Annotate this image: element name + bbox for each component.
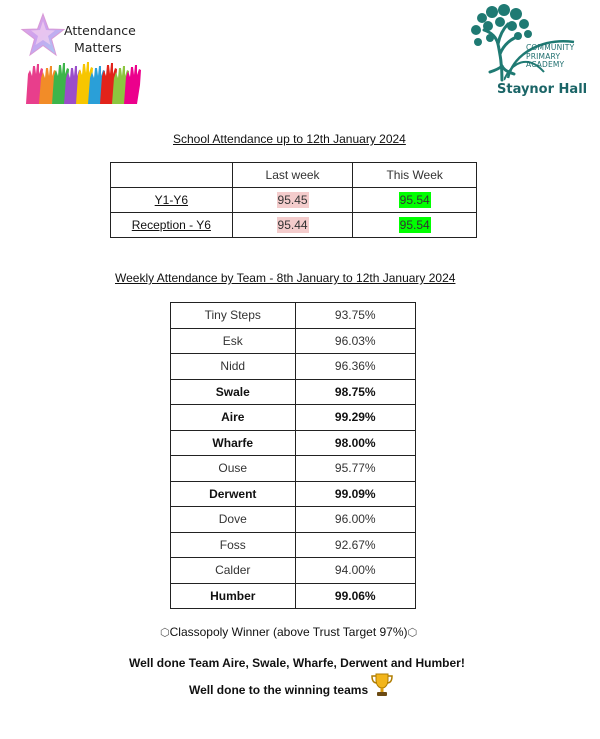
well-done-teams-text: Well done Team Aire, Swale, Wharfe, Derwent and Humber! — [129, 656, 465, 670]
summary-this-week-cell — [353, 213, 477, 238]
team-row — [171, 481, 416, 507]
team-percent-cell: 96.36% — [295, 354, 416, 380]
team-name-cell: Foss — [171, 532, 296, 558]
classopoly-winner-text: Classopoly Winner (above Trust Target 97%) — [169, 625, 408, 639]
team-name-cell: Humber — [171, 583, 296, 609]
school-subtitle-line3: ACADEMY — [526, 60, 565, 69]
attendance-title-line1: Attendance — [64, 23, 136, 38]
team-percent-cell: 96.03% — [295, 328, 416, 354]
dice-icon: ⬡ — [160, 627, 170, 639]
last-week-value: 95.45 — [277, 193, 308, 207]
summary-header-this-week: This Week — [353, 163, 477, 188]
team-percent-cell: 92.67% — [295, 532, 416, 558]
classopoly-winner-line — [160, 625, 417, 639]
team-row — [171, 558, 416, 584]
school-subtitle — [526, 44, 574, 70]
summary-header-row — [111, 163, 477, 188]
team-row — [171, 430, 416, 456]
team-row — [171, 328, 416, 354]
star-icon — [20, 12, 66, 58]
summary-header-last-week: Last week — [232, 163, 353, 188]
team-percent-cell: 99.09% — [295, 481, 416, 507]
school-subtitle-line2: PRIMARY — [526, 51, 561, 61]
summary-row — [111, 213, 477, 238]
team-name-cell: Tiny Steps — [171, 303, 296, 329]
team-name-cell: Dove — [171, 507, 296, 533]
team-row — [171, 405, 416, 431]
team-row — [171, 379, 416, 405]
team-percent-cell: 99.06% — [295, 583, 416, 609]
team-name-cell: Swale — [171, 379, 296, 405]
this-week-value: 95.54 — [399, 218, 430, 232]
attendance-matters-logo — [20, 12, 142, 102]
summary-row-label: Y1-Y6 — [111, 188, 233, 213]
dice-icon: ⬡ — [407, 627, 418, 639]
summary-row-label: Reception - Y6 — [111, 213, 233, 238]
team-name-cell: Derwent — [171, 481, 296, 507]
this-week-value: 95.54 — [399, 193, 430, 207]
team-row — [171, 532, 416, 558]
team-name-cell: Esk — [171, 328, 296, 354]
team-row — [171, 303, 416, 329]
school-name: Staynor Hall — [497, 82, 588, 97]
team-row — [171, 354, 416, 380]
team-percent-cell: 94.00% — [295, 558, 416, 584]
trophy-icon — [370, 672, 394, 698]
summary-row — [111, 188, 477, 213]
team-name-cell: Ouse — [171, 456, 296, 482]
winning-teams-text: Well done to the winning teams — [189, 683, 369, 697]
team-percent-cell: 95.77% — [295, 456, 416, 482]
team-name-cell: Calder — [171, 558, 296, 584]
summary-last-week-cell — [232, 213, 353, 238]
summary-header-empty — [111, 163, 233, 188]
last-week-value: 95.44 — [277, 218, 308, 232]
staynor-hall-logo — [468, 4, 586, 98]
summary-last-week-cell — [232, 188, 353, 213]
team-row — [171, 507, 416, 533]
team-name-cell: Aire — [171, 405, 296, 431]
school-subtitle-line1: COMMUNITY — [526, 43, 575, 52]
team-percent-cell: 98.00% — [295, 430, 416, 456]
team-percent-cell: 93.75% — [295, 303, 416, 329]
summary-this-week-cell — [353, 188, 477, 213]
teams-table — [170, 302, 416, 609]
team-name-cell: Nidd — [171, 354, 296, 380]
team-row — [171, 583, 416, 609]
summary-table — [110, 162, 477, 238]
team-name-cell: Wharfe — [171, 430, 296, 456]
team-percent-cell: 96.00% — [295, 507, 416, 533]
team-percent-cell: 98.75% — [295, 379, 416, 405]
summary-title: School Attendance up to 12th January 2024 — [173, 132, 406, 146]
raised-hands-icon — [24, 60, 142, 104]
attendance-title-line2: Matters — [74, 40, 122, 55]
attendance-matters-title — [64, 22, 136, 56]
teams-title: Weekly Attendance by Team - 8th January to 12th January 2024 — [115, 271, 456, 285]
team-percent-cell: 99.29% — [295, 405, 416, 431]
team-row — [171, 456, 416, 482]
